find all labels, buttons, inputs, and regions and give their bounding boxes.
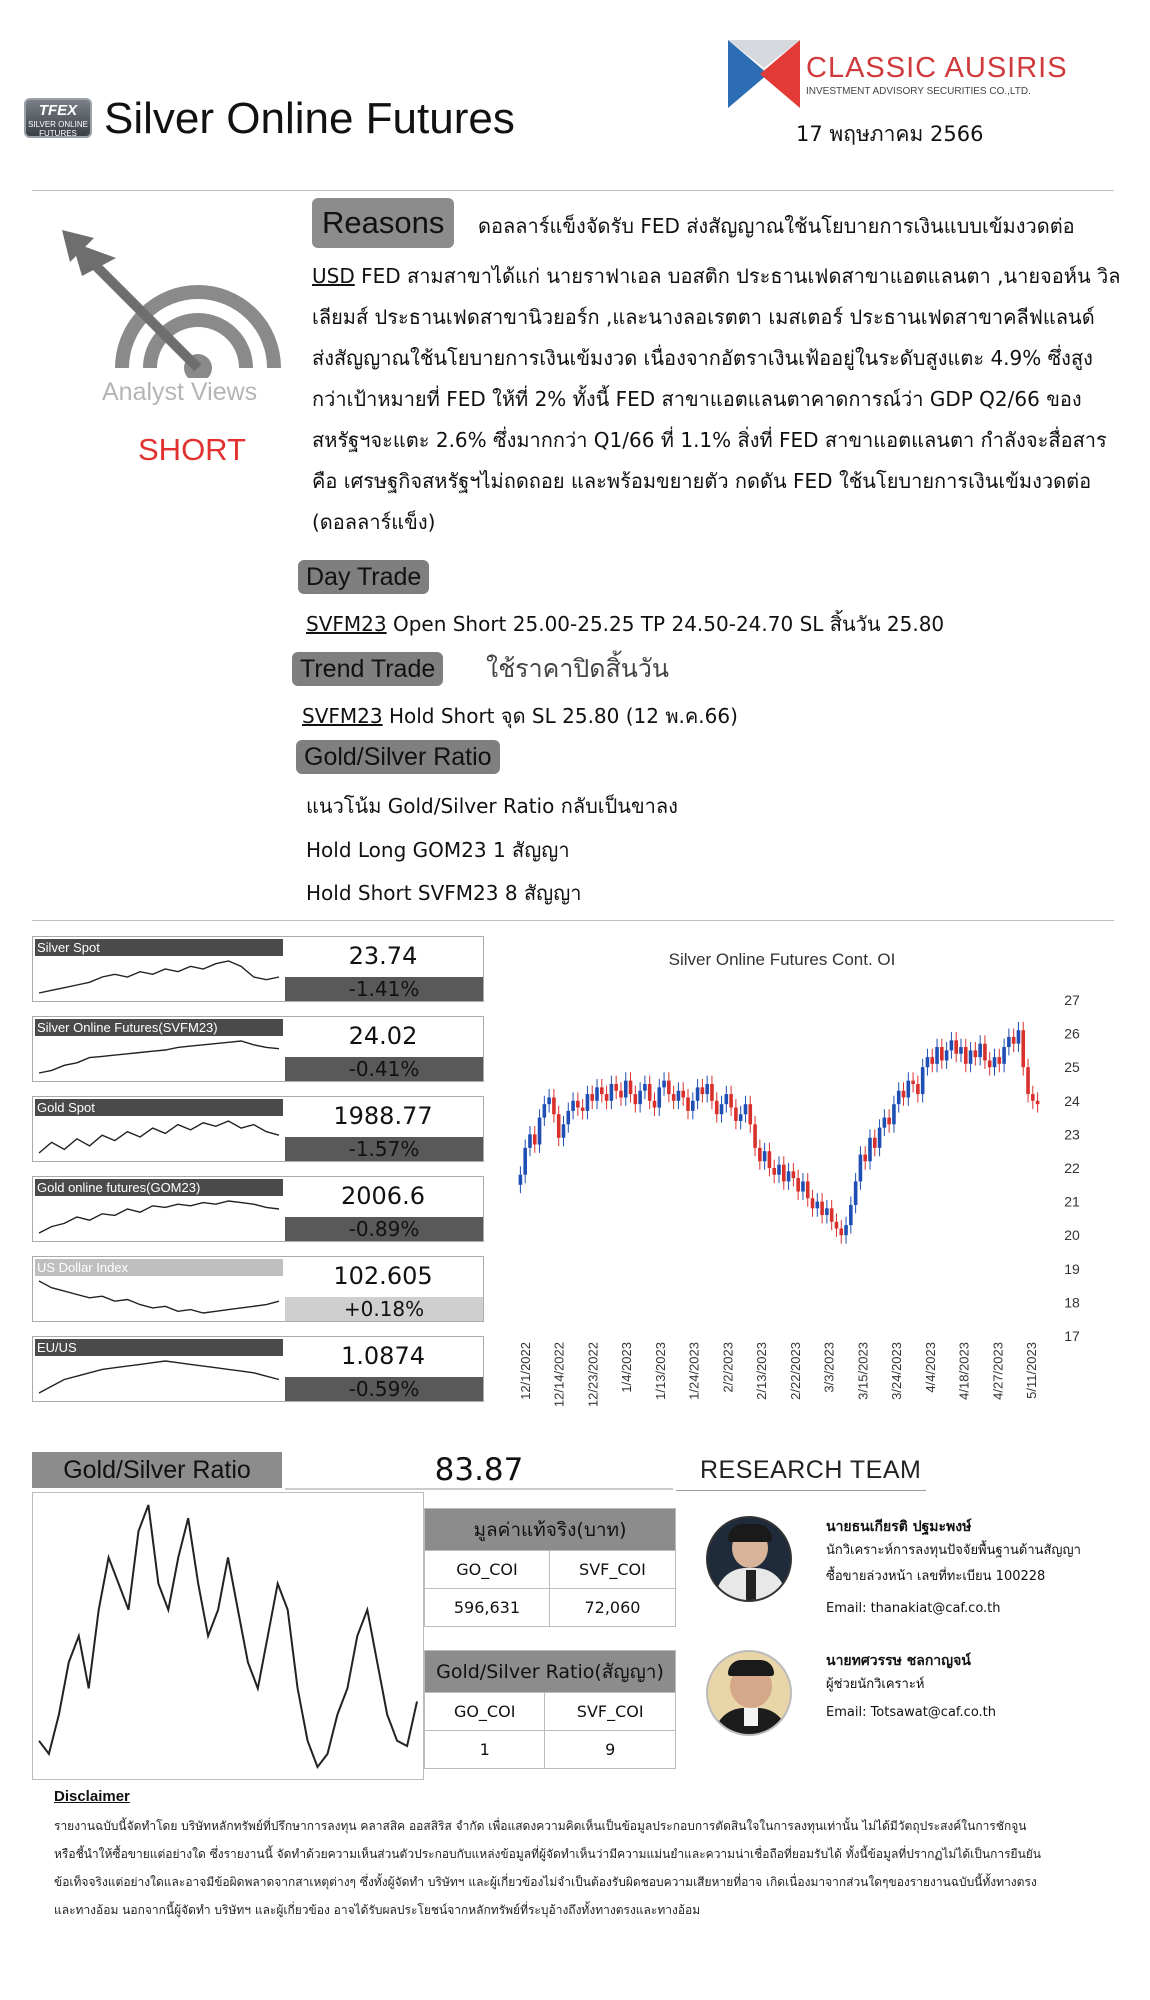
candle-body xyxy=(547,1097,551,1104)
candle-body xyxy=(562,1124,566,1137)
sparkline-path xyxy=(39,1121,279,1153)
analyst-2-name: นายทศวรรษ ชลกาญจน์ xyxy=(826,1653,971,1669)
candle-body xyxy=(763,1151,767,1161)
market-sparkline xyxy=(35,1035,283,1079)
analyst-view-signal: SHORT xyxy=(138,432,246,467)
chart-y-tick: 25 xyxy=(1064,1059,1080,1076)
analyst-1-name: นายธนเกียรติ ปฐมะพงษ์ xyxy=(826,1519,972,1535)
market-card-label: Gold Spot xyxy=(35,1099,283,1116)
candle-body xyxy=(667,1081,671,1094)
candle-body xyxy=(782,1165,786,1182)
oi-candlestick-chart xyxy=(512,938,1112,1418)
candle-body xyxy=(715,1101,719,1114)
trend-trade-tag: Trend Trade xyxy=(292,652,443,686)
market-card-label: Silver Spot xyxy=(35,939,283,956)
candle-body xyxy=(600,1087,604,1094)
chart-x-tick: 12/14/2022 xyxy=(551,1342,567,1408)
reasons-line-4: กว่าเป้าหมายที่ FED ให้ที่ 2% ทั้งนี้ FED สาขาแอตแลนตาคาดการณ์ว่า GDP Q2/66 ของ xyxy=(312,387,1082,411)
badge-bottom-text: SILVER ONLINE FUTURES xyxy=(28,120,88,138)
sparkline-path xyxy=(39,961,279,993)
market-card-value: 1.0874 xyxy=(341,1342,425,1370)
gold-silver-line-3: Hold Short SVFM23 8 สัญญา xyxy=(306,881,582,905)
candle-body xyxy=(571,1101,575,1111)
reasons-line-6: คือ เศรษฐกิจสหรัฐฯไม่ถดถอย และพร้อมขยายตัว กดดัน FED ใช้นโยบายการเงินเข้มงวดต่อ xyxy=(312,469,1092,493)
tfex-badge xyxy=(24,98,92,138)
chart-x-tick: 5/11/2023 xyxy=(1024,1342,1039,1399)
analyst-1-license: ซื้อขายล่วงหน้า เลขที่ทะเบียน 100228 xyxy=(826,1569,1046,1584)
day-trade-symbol: SVFM23 xyxy=(306,612,387,636)
candle-body xyxy=(734,1108,738,1121)
reasons-line-7: (ดอลลาร์แข็ง) xyxy=(312,510,436,534)
candle-body xyxy=(974,1050,978,1057)
page-title: Silver Online Futures xyxy=(104,94,515,143)
market-card-change: -0.59% xyxy=(285,1377,483,1401)
candle-body xyxy=(993,1057,997,1067)
candle-body xyxy=(748,1104,752,1124)
analyst-1-role: นักวิเคราะห์การลงทุนปัจจัยพื้นฐานด้านสัญญา xyxy=(826,1543,1081,1558)
candle-body xyxy=(892,1104,896,1124)
candle-body xyxy=(777,1165,781,1175)
candle-body xyxy=(801,1181,805,1191)
candle-body xyxy=(959,1047,963,1054)
market-card-value: 24.02 xyxy=(348,1022,418,1050)
market-card-value: 1988.77 xyxy=(333,1102,433,1130)
sparkline-path xyxy=(39,1041,279,1073)
candle-body xyxy=(519,1175,523,1185)
sparkline-path xyxy=(39,1201,279,1233)
candle-body xyxy=(653,1101,657,1108)
market-sparkline xyxy=(35,1275,283,1319)
candle-body xyxy=(648,1084,652,1101)
candle-body xyxy=(839,1228,843,1235)
trend-trade-symbol: SVFM23 xyxy=(302,704,383,728)
day-trade-tag: Day Trade xyxy=(298,560,429,594)
market-card-change: -1.57% xyxy=(285,1137,483,1161)
chart-x-tick: 12/1/2022 xyxy=(518,1342,533,1400)
candle-body xyxy=(830,1208,834,1221)
reasons-line-2: เลียมส์ ประธานเฟดสาขานิวยอร์ก ,และนางลอเรตตา เมสเตอร์ ประธานเฟดสาขาคลีฟแลนด์ xyxy=(312,305,1095,329)
candle-body xyxy=(811,1198,815,1208)
candle-body xyxy=(710,1084,714,1101)
chart-x-tick: 4/4/2023 xyxy=(922,1342,938,1393)
market-card xyxy=(32,1096,484,1162)
contract-val-svf: 9 xyxy=(545,1731,676,1769)
candle-body xyxy=(940,1047,944,1060)
market-card xyxy=(32,1336,484,1402)
intrinsic-table-title: มูลค่าแท้จริง(บาท) xyxy=(425,1509,676,1551)
market-sparkline xyxy=(35,1115,283,1159)
market-card xyxy=(32,1256,484,1322)
candle-body xyxy=(619,1091,623,1098)
market-card-label: Silver Online Futures(SVFM23) xyxy=(35,1019,283,1036)
candle-body xyxy=(662,1081,666,1088)
candle-body xyxy=(576,1101,580,1108)
candle-body xyxy=(557,1114,561,1138)
candle-body xyxy=(581,1108,585,1111)
chart-x-tick: 3/3/2023 xyxy=(821,1342,837,1393)
contract-table-title: Gold/Silver Ratio(สัญญา) xyxy=(425,1651,676,1693)
market-sparkline xyxy=(35,1195,283,1239)
candle-body xyxy=(533,1134,537,1144)
candle-body xyxy=(753,1124,757,1148)
market-card-value: 102.605 xyxy=(333,1262,433,1290)
chart-y-tick: 24 xyxy=(1064,1092,1080,1109)
chart-y-tick: 23 xyxy=(1064,1126,1080,1143)
disclaimer-line-2: หรือชี้นำให้ซื้อขายแต่อย่างใด ซึ่งรายงานนี้ จัดทำด้วยความเห็นส่วนตัวประกอบกับแหล่งข้อมูลที่ผู้จัดทำเห็นว่ามีความแม่นยำและความน่าเชื่อถือที่ยอมรับได้ ทั้งนี้ข้อมูลที่ปรากฏไม่ได้เป็นการยืนยัน xyxy=(54,1847,1041,1861)
candle-body xyxy=(528,1134,532,1147)
candle-body xyxy=(916,1084,920,1094)
section-divider xyxy=(32,920,1114,921)
market-card-value: 23.74 xyxy=(348,942,418,970)
candle-body xyxy=(878,1128,882,1148)
gold-silver-line-1: แนวโน้ม Gold/Silver Ratio กลับเป็นขาลง xyxy=(306,794,678,818)
candle-body xyxy=(624,1081,628,1098)
intrinsic-val-svf: 72,060 xyxy=(549,1589,675,1627)
candle-body xyxy=(820,1202,824,1215)
market-card xyxy=(32,1016,484,1082)
candle-body xyxy=(926,1057,930,1067)
candle-body xyxy=(758,1148,762,1161)
candle-body xyxy=(1002,1047,1006,1064)
research-underline xyxy=(676,1490,926,1491)
candle-body xyxy=(523,1148,527,1175)
ratio-line-chart xyxy=(33,1493,423,1779)
candle-body xyxy=(997,1057,1001,1064)
disclaimer-line-3: ข้อเท็จจริงแต่อย่างใดและอาจมีข้อผิดพลาดจากสาเหตุต่างๆ ซึ่งทั้งผู้จัดทำ บริษัทฯ และผู้เกี่ยวข้องไม่จำเป็นต้องรับผิดชอบความเสียหายที่อาจ เกิดเนื่องมาจากส่วนใดๆของรายงานฉบับนี้ทั้งทางตรง xyxy=(54,1875,1037,1889)
candle-body xyxy=(1021,1030,1025,1067)
chart-x-tick: 1/4/2023 xyxy=(619,1342,635,1393)
market-card-change: +0.18% xyxy=(285,1297,483,1321)
candle-body xyxy=(610,1084,614,1101)
reasons-line-1 xyxy=(312,256,1120,297)
chart-y-tick: 21 xyxy=(1064,1193,1080,1210)
candle-body xyxy=(772,1168,776,1175)
candle-body xyxy=(720,1104,724,1114)
analyst-views-label: Analyst Views xyxy=(102,378,258,406)
candle-body xyxy=(930,1057,934,1064)
reasons-line-5: สหรัฐฯจะแตะ 2.6% ซึ่งมากกว่า Q1/66 ที่ 1.1% สิ่งที่ FED สาขาแอตแลนตา กำลังจะสื่อสาร xyxy=(312,428,1107,452)
candle-body xyxy=(686,1097,690,1110)
candle-body xyxy=(954,1040,958,1053)
market-card-change: -1.41% xyxy=(285,977,483,1001)
disclaimer-line-1: รายงานฉบับนี้จัดทำโดย บริษัทหลักทรัพย์ที่ปรึกษาการลงทุน คลาสสิค ออสสิริส จำกัด เพื่อแสดงความคิดเห็นเป็นข้อมูลประกอบการตัดสินใจในการลงทุนเท่านั้น ไม่ได้มีวัตถุประสงค์ในการชักจูน xyxy=(54,1819,1027,1833)
candle-body xyxy=(787,1171,791,1181)
ratio-value: 83.87 xyxy=(285,1450,673,1490)
candle-body xyxy=(768,1151,772,1168)
trend-trade-line xyxy=(302,696,738,737)
chart-x-tick: 3/24/2023 xyxy=(889,1342,905,1400)
chart-y-tick: 20 xyxy=(1064,1227,1080,1244)
chart-x-tick: 12/23/2022 xyxy=(585,1342,601,1408)
candle-body xyxy=(543,1104,547,1117)
candle-body xyxy=(1036,1101,1040,1104)
candle-body xyxy=(911,1081,915,1084)
candle-body xyxy=(629,1081,633,1094)
candle-body xyxy=(677,1091,681,1101)
market-card-change: -0.89% xyxy=(285,1217,483,1241)
market-sparkline xyxy=(35,955,283,999)
candle-body xyxy=(595,1087,599,1100)
day-trade-text: Open Short 25.00-25.25 TP 24.50-24.70 SL สิ้นวัน 25.80 xyxy=(392,612,945,636)
candle-body xyxy=(887,1118,891,1125)
candle-body xyxy=(806,1181,810,1198)
candle-body xyxy=(681,1091,685,1098)
chart-x-tick: 1/24/2023 xyxy=(686,1342,702,1400)
oi-chart-panel xyxy=(512,938,1112,1418)
company-logo-icon xyxy=(728,38,800,110)
usd-symbol: USD xyxy=(312,264,355,288)
candle-body xyxy=(657,1087,661,1107)
chart-x-tick: 4/27/2023 xyxy=(990,1342,1006,1400)
candle-body xyxy=(950,1040,954,1050)
chart-x-tick: 1/13/2023 xyxy=(652,1342,668,1400)
market-card-value: 2006.6 xyxy=(341,1182,425,1210)
candle-body xyxy=(691,1101,695,1111)
candle-body xyxy=(1017,1030,1021,1043)
candle-body xyxy=(1007,1037,1011,1047)
candle-body xyxy=(590,1094,594,1101)
sparkline-path xyxy=(39,1281,279,1313)
analyst-avatar-1 xyxy=(706,1516,792,1602)
candle-body xyxy=(614,1084,618,1091)
candle-body xyxy=(729,1094,733,1107)
company-subtitle: INVESTMENT ADVISORY SECURITIES CO.,LTD. xyxy=(806,86,1031,97)
candle-body xyxy=(969,1050,973,1063)
candle-body xyxy=(796,1178,800,1191)
header-divider xyxy=(32,190,1114,191)
chart-x-tick: 3/15/2023 xyxy=(855,1342,871,1400)
chart-y-tick: 19 xyxy=(1064,1260,1080,1277)
candle-body xyxy=(825,1208,829,1215)
candle-body xyxy=(1026,1067,1030,1094)
analyst-2-role: ผู้ช่วยนักวิเคราะห์ xyxy=(826,1677,925,1692)
analyst-1-email: Email: thanakiat@caf.co.th xyxy=(826,1601,1001,1616)
chart-x-tick: 2/22/2023 xyxy=(787,1342,803,1400)
candle-body xyxy=(744,1104,748,1114)
intrinsic-col-go: GO_COI xyxy=(425,1551,550,1589)
candle-body xyxy=(705,1084,709,1094)
market-sparkline xyxy=(35,1355,283,1399)
sparkline-path xyxy=(39,1361,279,1393)
candle-body xyxy=(634,1094,638,1104)
chart-y-tick: 18 xyxy=(1064,1294,1080,1311)
candle-body xyxy=(897,1091,901,1104)
candle-body xyxy=(792,1171,796,1178)
candle-body xyxy=(844,1225,848,1235)
market-card-label: Gold online futures(GOM23) xyxy=(35,1179,283,1196)
candle-body xyxy=(816,1202,820,1209)
candle-body xyxy=(945,1050,949,1060)
candle-body xyxy=(739,1114,743,1121)
reasons-line-1-text: FED สามสาขาได้แก่ นายราฟาเอล บอสติก ประธานเฟดสาขาแอตแลนตา ,นายจอห์น วิล xyxy=(361,264,1121,288)
candle-body xyxy=(907,1081,911,1098)
ratio-title: Gold/Silver Ratio xyxy=(32,1452,282,1488)
chart-title: Silver Online Futures Cont. OI xyxy=(668,950,896,969)
trend-trade-note: ใช้ราคาปิดสิ้นวัน xyxy=(486,654,669,683)
candle-body xyxy=(605,1094,609,1101)
candle-body xyxy=(921,1067,925,1094)
candle-body xyxy=(883,1118,887,1128)
candle-body xyxy=(835,1222,839,1229)
market-card xyxy=(32,1176,484,1242)
candle-body xyxy=(859,1155,863,1182)
candle-body xyxy=(538,1118,542,1145)
candle-body xyxy=(983,1044,987,1061)
chart-y-tick: 27 xyxy=(1064,992,1080,1008)
intrinsic-val-go: 596,631 xyxy=(425,1589,550,1627)
market-card-change: -0.41% xyxy=(285,1057,483,1081)
candle-body xyxy=(725,1094,729,1104)
analyst-avatar-2 xyxy=(706,1650,792,1736)
candle-body xyxy=(566,1111,570,1124)
reasons-lead: ดอลลาร์แข็งจัดรับ FED ส่งสัญญาณใช้นโยบายการเงินแบบเข้มงวดต่อ xyxy=(478,214,1075,238)
reasons-tag: Reasons xyxy=(312,198,454,248)
market-card xyxy=(32,936,484,1002)
chart-x-tick: 4/18/2023 xyxy=(956,1342,972,1400)
disclaimer-line-4: และทางอ้อม นอกจากนี้ผู้จัดทำ บริษัทฯ และผู้เกี่ยวข้อง อาจได้รับผลประโยชน์จากหลักทรัพย์ที่ระบุอ้างถึงทั้งทางตรงและทางอ้อม xyxy=(54,1903,701,1917)
research-team-title: RESEARCH TEAM xyxy=(700,1456,922,1484)
candle-body xyxy=(978,1044,982,1057)
intrinsic-col-svf: SVF_COI xyxy=(549,1551,675,1589)
disclaimer-title: Disclaimer xyxy=(54,1788,130,1805)
candle-body xyxy=(849,1205,853,1225)
chart-y-tick: 22 xyxy=(1064,1160,1080,1176)
ratio-line xyxy=(39,1505,417,1767)
report-date: 17 พฤษภาคม 2566 xyxy=(796,122,984,146)
company-name: CLASSIC AUSIRIS xyxy=(806,52,1068,84)
candle-body xyxy=(868,1138,872,1162)
analyst-2-email: Email: Totsawat@caf.co.th xyxy=(826,1705,997,1720)
contract-ratio-table xyxy=(424,1650,676,1769)
candle-body xyxy=(586,1094,590,1111)
candle-body xyxy=(696,1087,700,1100)
target-arrow-icon xyxy=(52,228,292,378)
intrinsic-value-table xyxy=(424,1508,676,1627)
candle-body xyxy=(863,1155,867,1162)
chart-y-tick: 17 xyxy=(1064,1328,1080,1344)
gold-silver-tag: Gold/Silver Ratio xyxy=(296,740,500,774)
contract-col-go: GO_COI xyxy=(425,1693,545,1731)
candle-body xyxy=(552,1097,556,1114)
candle-body xyxy=(873,1138,877,1148)
market-card-label: US Dollar Index xyxy=(35,1259,283,1276)
trend-trade-text: Hold Short จุด SL 25.80 (12 พ.ค.66) xyxy=(388,704,738,728)
candle-body xyxy=(672,1094,676,1101)
market-card-label: EU/US xyxy=(35,1339,283,1356)
candle-body xyxy=(935,1047,939,1064)
chart-x-tick: 2/13/2023 xyxy=(754,1342,770,1400)
candle-body xyxy=(1012,1037,1016,1044)
candle-body xyxy=(902,1091,906,1098)
candle-body xyxy=(638,1091,642,1104)
candle-body xyxy=(1031,1094,1035,1101)
ratio-chart-frame xyxy=(32,1492,424,1780)
badge-top-text: TFEX xyxy=(38,102,78,119)
reasons-line-3: ส่งสัญญาณใช้นโยบายการเงินเข้มงวด เนื่องจากอัตราเงินเฟ้ออยู่ในระดับสูงแตะ 4.9% ซึ่งสูง xyxy=(312,346,1093,370)
candle-body xyxy=(854,1181,858,1205)
contract-col-svf: SVF_COI xyxy=(545,1693,676,1731)
day-trade-line xyxy=(306,604,944,645)
disclaimer-text xyxy=(54,1812,1114,1924)
chart-y-tick: 26 xyxy=(1064,1025,1080,1042)
candle-body xyxy=(643,1084,647,1091)
candle-body xyxy=(701,1087,705,1094)
candle-body xyxy=(988,1060,992,1067)
contract-val-go: 1 xyxy=(425,1731,545,1769)
candle-body xyxy=(964,1047,968,1064)
gold-silver-line-2: Hold Long GOM23 1 สัญญา xyxy=(306,838,570,862)
chart-x-tick: 2/2/2023 xyxy=(720,1342,736,1393)
